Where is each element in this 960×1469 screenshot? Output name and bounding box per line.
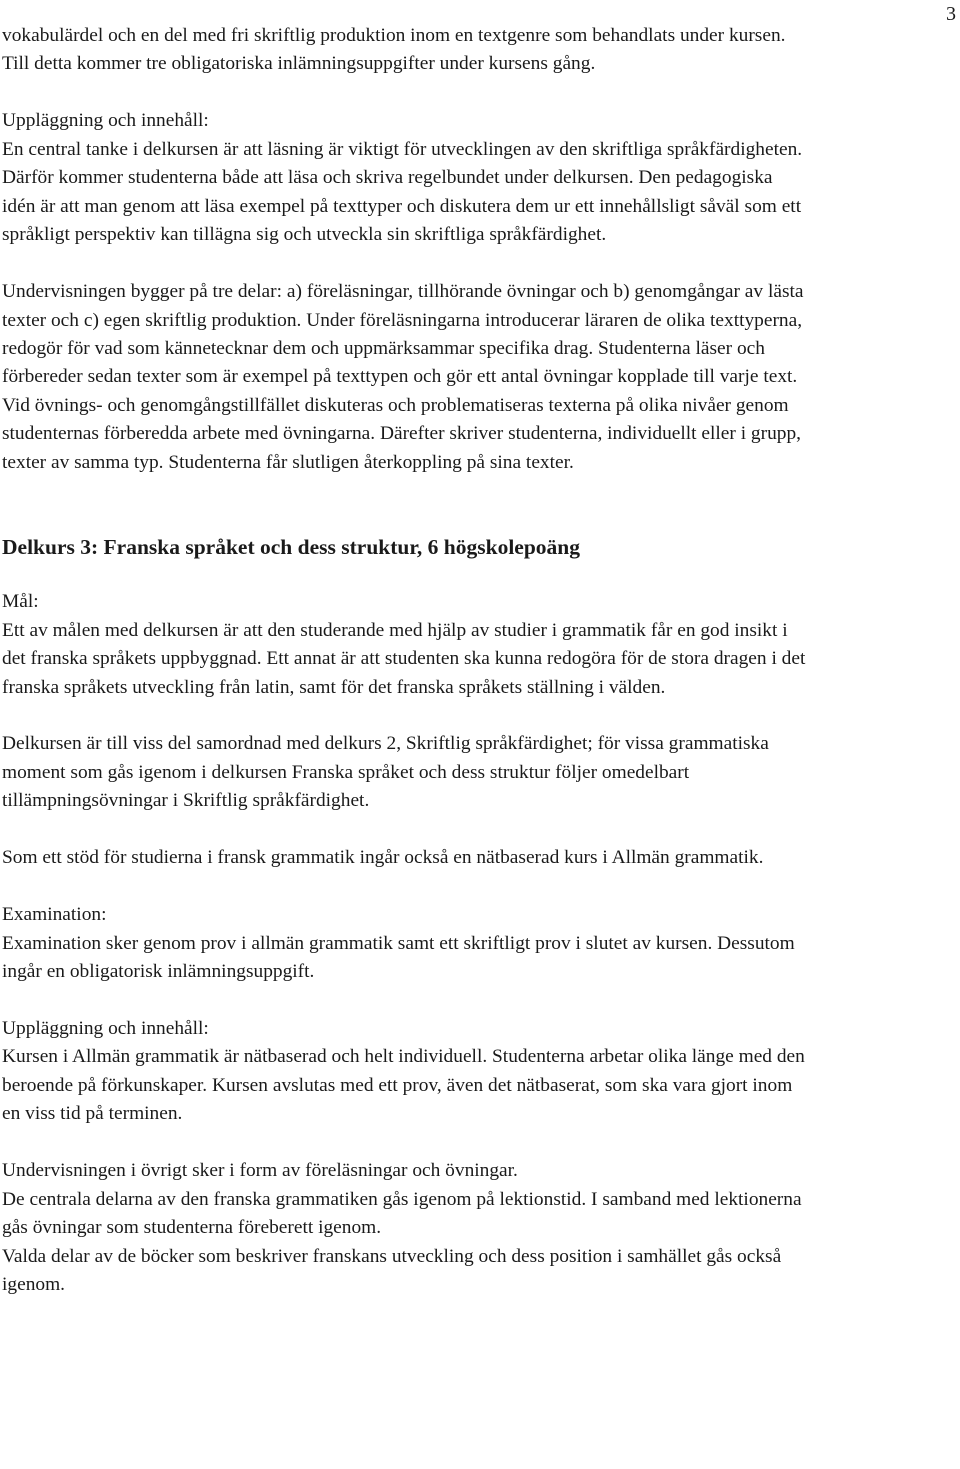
document-body [2, 22, 810, 1299]
intro-paragraph: vokabulärdel och en del med fri skriftlig produktion inom en textgenre som behandlats under kursen. Till detta kommer tre obligatoriska inlämningsuppgifter under kursens gång. [2, 25, 786, 75]
upplaggning-text-1: En central tanke i delkursen är att läsning är viktigt för utvecklingen av den skriftliga språkfärdigheten. Därför kommer studenterna både att läsa och skriva regelbundet under delkursen. Den pedagogiska idén är att man genom att läsa exempel på texttyper och diskutera dem ur ett innehållsligt såväl som ett språkligt perspektiv kan tillägna sig och utveckla sin skriftliga språkfärdighet. [2, 138, 803, 246]
examination-section [2, 901, 810, 986]
undervisning-line-1: Undervisningen i övrigt sker i form av föreläsningar och övningar. [2, 1160, 518, 1182]
undervisning-paragraph-1: Undervisningen bygger på tre delar: a) föreläsningar, tillhörande övningar och b) genomgångar av lästa texter och c) egen skriftlig produktion. Under föreläsningarna introducerar läraren de olika texttyperna, redogör för vad som kännetecknar dem och uppmärksammar specifika drag. Studenterna läser och förbereder sedan texter som är exempel på texttypen och gör ett antal övningar kopplade till varje text. Vid övnings- och genomgångstillfället diskuteras och problematiseras texterna på olika nivåer genom studenternas förberedda arbete med övningarna. Därefter skriver studenterna, individuellt eller i grupp, texter av samma typ. Studenterna får slutligen återkoppling på sina texter. [2, 281, 804, 473]
natbaserad-paragraph: Som ett stöd för studierna i fransk grammatik ingår också en nätbaserad kurs i Allmän grammatik. [2, 847, 764, 869]
examination-text: Examination sker genom prov i allmän grammatik samt ett skriftligt prov i slutet av kursen. Dessutom ingår en obligatorisk inlämningsuppgift. [2, 932, 795, 983]
page-number: 3 [946, 3, 956, 25]
upplaggning-label-1: Uppläggning och innehåll: [2, 110, 209, 132]
upplaggning-text-2: Kursen i Allmän grammatik är nätbaserad och helt individuell. Studenterna arbetar olika länge med den beroende på förkunskaper. Kursen avslutas med ett prov, även det nätbaserat, som ska vara gjort inom en viss tid på terminen. [2, 1046, 805, 1125]
upplaggning-section-2 [2, 1015, 810, 1129]
mal-text: Ett av målen med delkursen är att den studerande med hjälp av studier i grammatik får en god insikt i det franska språkets uppbyggnad. Ett annat är att studenten ska kunna redogöra för de stora dragen i det franska språkets utveckling från latin, samt för det franska språkets ställning i välden. [2, 619, 806, 698]
mal-section [2, 588, 810, 702]
mal-label: Mål: [2, 591, 39, 613]
undervisning-section-2 [2, 1157, 810, 1299]
samordnad-paragraph: Delkursen är till viss del samordnad med delkurs 2, Skriftlig språkfärdighet; för vissa grammatiska moment som gås igenom i delkursen Franska språket och dess struktur följer omedelbart tillämpningsövningar i Skriftlig språkfärdighet. [2, 733, 769, 812]
upplaggning-label-2: Uppläggning och innehåll: [2, 1017, 209, 1039]
undervisning-line-2: De centrala delarna av den franska grammatiken gås igenom på lektionstid. I samband med lektionerna gås övningar som studenterna föreberett igenom. [2, 1188, 802, 1239]
upplaggning-section-1 [2, 107, 810, 249]
undervisning-line-3: Valda delar av de böcker som beskriver franskans utveckling och dess position i samhället gås också igenom. [2, 1245, 782, 1296]
examination-label: Examination: [2, 904, 107, 926]
section-heading-delkurs-3: Delkurs 3: Franska språket och dess struktur, 6 högskolepoäng [2, 535, 581, 560]
